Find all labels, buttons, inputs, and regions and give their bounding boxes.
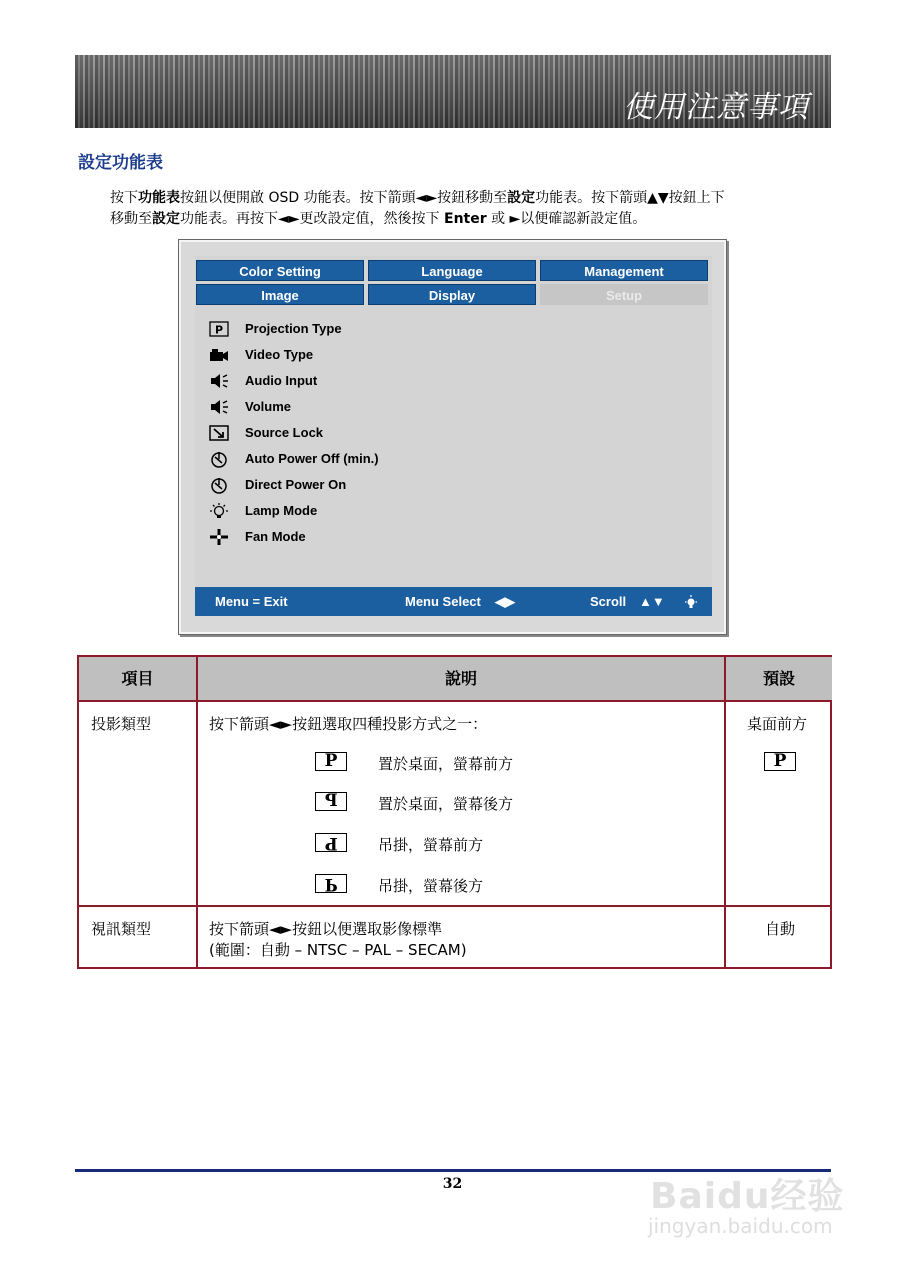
speaker-icon — [207, 369, 231, 393]
menu-item-fan-mode[interactable]: Fan Mode — [245, 529, 306, 544]
video-camera-icon — [207, 343, 231, 367]
menu-item-direct-power-on[interactable]: Direct Power On — [245, 477, 347, 492]
row-video-type-description-2: (範圍：自動 – NTSC – PAL – SECAM) — [209, 941, 467, 959]
intro-line-2: 移動至設定功能表。再按下◄►更改設定值，然後按下 Enter 或 ►以便確認新設定值。 — [110, 211, 647, 227]
page-number: 32 — [442, 1176, 463, 1192]
speaker-icon — [207, 395, 231, 419]
tab-management[interactable]: Management — [540, 260, 708, 281]
left-right-arrows-icon: ◀▶ — [495, 594, 515, 609]
row-projection-type-label: 投影類型 — [91, 715, 152, 733]
row-divider — [79, 905, 830, 907]
option-front-desktop: 置於桌面，螢幕前方 — [378, 755, 514, 773]
fan-icon — [207, 525, 231, 549]
header-description: 說明 — [198, 657, 724, 700]
svg-text:P: P — [214, 323, 224, 337]
projection-front-desktop-icon: P — [315, 752, 347, 771]
power-timer-icon — [207, 473, 231, 497]
menu-item-source-lock[interactable]: Source Lock — [245, 425, 324, 440]
projection-rear-ceiling-icon: P — [315, 874, 347, 893]
section-title: 設定功能表 — [78, 153, 163, 173]
header-default: 預設 — [726, 657, 832, 700]
power-timer-icon — [207, 447, 231, 471]
row-video-type-default: 自動 — [765, 920, 796, 938]
settings-table — [77, 655, 832, 969]
lightbulb-icon — [684, 587, 698, 616]
menu-item-audio-input[interactable]: Audio Input — [245, 373, 318, 388]
tab-image[interactable]: Image — [196, 284, 364, 305]
header-banner — [75, 55, 831, 128]
option-front-ceiling: 吊掛，螢幕前方 — [378, 836, 484, 854]
tab-color-setting[interactable]: Color Setting — [196, 260, 364, 281]
row-projection-type-description: 按下箭頭◄►按鈕選取四種投影方式之一： — [209, 715, 488, 733]
menu-item-video-type[interactable]: Video Type — [245, 347, 314, 362]
menu-item-volume[interactable]: Volume — [245, 399, 291, 414]
menu-select-hint: Menu Select — [405, 594, 481, 609]
projection-icon — [207, 317, 231, 341]
option-rear-desktop: 置於桌面，螢幕後方 — [378, 795, 514, 813]
intro-paragraph — [110, 188, 830, 230]
projection-front-ceiling-icon: P — [315, 833, 347, 852]
row-video-type-label: 視訊類型 — [91, 920, 152, 938]
scroll-hint: Scroll — [590, 594, 627, 609]
menu-exit-hint: Menu = Exit — [215, 594, 288, 609]
tab-display[interactable]: Display — [368, 284, 536, 305]
intro-line-1: 按下功能表按鈕以便開啟 OSD 功能表。按下箭頭◄►按鈕移動至設定功能表。按下箭頭▲▼按鈕上下 — [110, 190, 725, 206]
watermark-url: jingyan.baidu.com — [648, 1214, 833, 1238]
tab-language[interactable]: Language — [368, 260, 536, 281]
column-divider — [724, 657, 726, 967]
source-lock-icon — [207, 421, 231, 445]
row-video-type-description-1: 按下箭頭◄►按鈕以便選取影像標準 — [209, 920, 443, 938]
column-divider — [196, 657, 198, 967]
menu-item-auto-power-off[interactable]: Auto Power Off (min.) — [245, 451, 379, 466]
osd-footer-bar — [195, 587, 712, 616]
row-divider — [79, 700, 830, 702]
watermark-logo: Baidu经验 — [650, 1176, 845, 1217]
osd-menu-panel — [195, 256, 712, 616]
header-item: 項目 — [79, 657, 196, 700]
row-projection-type-default: 桌面前方 — [747, 715, 808, 733]
osd-menu-screenshot — [178, 239, 727, 635]
projection-rear-desktop-icon: P — [315, 792, 347, 811]
lamp-icon — [207, 499, 231, 523]
option-rear-ceiling: 吊掛，螢幕後方 — [378, 877, 484, 895]
page-header-title: 使用注意事項 — [623, 90, 809, 125]
projection-front-desktop-icon: P — [764, 752, 796, 771]
up-down-arrows-icon: ▲▼ — [639, 594, 665, 609]
menu-item-lamp-mode[interactable]: Lamp Mode — [245, 503, 318, 518]
tab-setup[interactable]: Setup — [540, 284, 708, 305]
menu-item-projection-type[interactable]: Projection Type — [245, 321, 342, 336]
